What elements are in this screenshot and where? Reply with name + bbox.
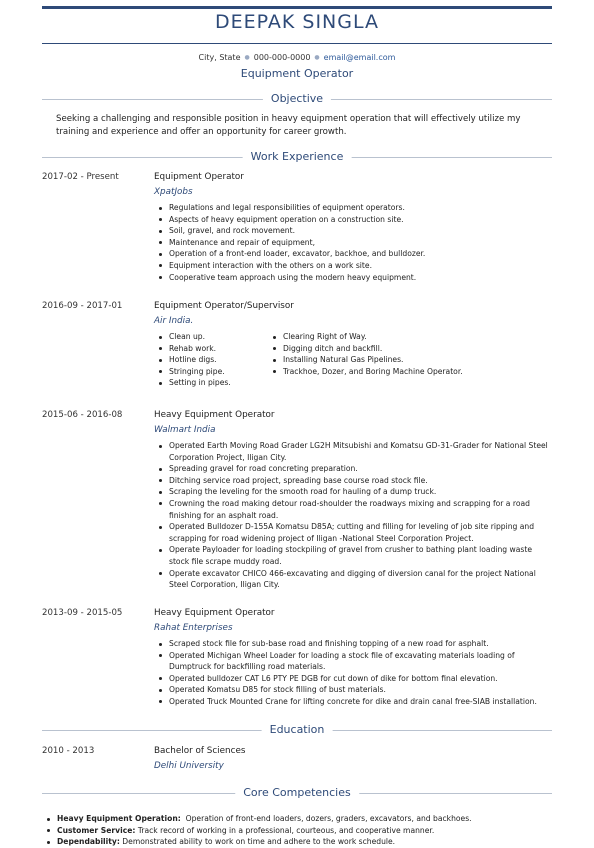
list-item: Operated Bulldozer D-155A Komatsu D85A; cutting and filling for leveling of job site ripping and scrapping for road widening project of Iligan -National Steel Corporation Project. (154, 521, 552, 544)
competency-label: Customer Service: (57, 825, 136, 835)
list-item: Maintenance and repair of equipment, (154, 237, 552, 249)
entry-title: Equipment Operator (154, 172, 244, 182)
contact-city: City, State (198, 53, 241, 62)
list-item: Rehab work. (154, 343, 268, 355)
list-item: Installing Natural Gas Pipelines. (268, 354, 463, 366)
list-item: Clearing Right of Way. (268, 331, 463, 343)
list-item: Spreading gravel for road concreting preparation. (154, 463, 552, 475)
entry-bullet-list (154, 202, 552, 283)
name-divider (42, 43, 552, 44)
entry-date: 2013-09 - 2015-05 (42, 608, 123, 618)
entry-bullet-list (154, 331, 268, 389)
competency-text: Demonstrated ability to work on time and adhere to the work schedule. (122, 837, 396, 847)
entry-bullet-list (154, 638, 552, 708)
section-header-experience (42, 150, 552, 164)
list-item: Operated Komatsu D85 for stock filling of bust materials. (154, 684, 552, 696)
top-accent-bar (42, 6, 552, 9)
entry-date: 2017-02 - Present (42, 172, 119, 182)
list-item: Regulations and legal responsibilities of equipment operators. (154, 202, 552, 214)
list-item: Soil, gravel, and rock movement. (154, 225, 552, 237)
entry-school: Delhi University (154, 761, 224, 771)
entry-date: 2010 - 2013 (42, 746, 95, 756)
entry-title: Heavy Equipment Operator (154, 410, 275, 420)
list-item: Ditching service road project, spreading base course road stock file. (154, 475, 552, 487)
entry-date: 2016-09 - 2017-01 (42, 301, 123, 311)
job-title: Equipment Operator (240, 67, 354, 80)
list-item (42, 825, 552, 837)
list-item: Cooperative team approach using the modern heavy equipment. (154, 272, 552, 284)
entry-bullet-list (268, 331, 463, 389)
entry-bullet-list (154, 440, 552, 591)
list-item: Scraped stock file for sub-base road and finishing topping of a new road for asphalt. (154, 638, 552, 650)
list-item: Equipment interaction with the others on a work site. (154, 260, 552, 272)
list-item: Operated bulldozer CAT L6 PTY PE DGB for cut down of dike for bottom final elevation. (154, 673, 552, 685)
competency-label: Dependability: (57, 837, 120, 847)
competency-label: Heavy Equipment Operation: (57, 814, 181, 823)
contact-phone: 000-000-0000 (253, 53, 311, 62)
list-item: Crowning the road making detour road-shoulder the roadways mixing and scrapping for a road finishing for an asphalt road. (154, 498, 552, 521)
section-header-education (42, 723, 552, 737)
dot-separator-icon: ● (314, 54, 320, 61)
entry-organization: XpatJobs (154, 187, 193, 197)
section-header-objective (42, 92, 552, 106)
objective-text: Seeking a challenging and responsible position in heavy equipment operation that will effectively utilize my training and experience and offer an opportunity for career growth. (56, 114, 521, 137)
list-item: Clean up. (154, 331, 268, 343)
entry-title: Equipment Operator/Supervisor (154, 301, 294, 311)
list-item: Operate excavator CHICO 466-excavating and digging of diversion canal for the project National Steel Corporation, Iligan City. (154, 568, 552, 591)
competency-list (42, 813, 552, 848)
section-title: Objective (263, 92, 331, 105)
entry-organization: Rahat Enterprises (154, 623, 233, 633)
contact-line (0, 53, 594, 62)
list-item: Scraping the leveling for the smooth road for hauling of a dump truck. (154, 486, 552, 498)
list-item: Stringing pipe. (154, 366, 268, 378)
list-item: Trackhoe, Dozer, and Boring Machine Operator. (268, 366, 463, 378)
contact-email-link[interactable]: email@email.com (323, 53, 396, 62)
section-header-competencies (42, 786, 552, 800)
list-item: Operated Earth Moving Road Grader LG2H Mitsubishi and Komatsu GD-31-Grader for National Steel Corporation Project, Iligan City. (154, 440, 552, 463)
list-item: Operate Payloader for loading stockpiling of gravel from crusher to bathing plant loading waste stock file scrape muddy road. (154, 544, 552, 567)
entry-title: Heavy Equipment Operator (154, 608, 275, 618)
list-item (42, 813, 552, 825)
competency-text: Track record of working in a professional, courteous, and cooperative manner. (137, 825, 435, 835)
entry-organization: Walmart India (154, 425, 216, 435)
dot-separator-icon: ● (244, 54, 250, 61)
list-item: Aspects of heavy equipment operation on a construction site. (154, 214, 552, 226)
entry-degree: Bachelor of Sciences (154, 746, 246, 756)
list-item: Hotline digs. (154, 354, 268, 366)
section-title: Core Competencies (235, 786, 359, 799)
candidate-name: DEEPAK SINGLA (215, 11, 379, 33)
list-item: Operated Michigan Wheel Loader for loading a stock file of excavating materials loading of Dumptruck for backfilling road materials. (154, 650, 552, 673)
entry-date: 2015-06 - 2016-08 (42, 410, 123, 420)
entry-organization: Air India. (154, 316, 194, 326)
list-item: Operation of a front-end loader, excavator, backhoe, and bulldozer. (154, 248, 552, 260)
section-title: Work Experience (243, 150, 352, 163)
list-item: Setting in pipes. (154, 377, 268, 389)
list-item: Digging ditch and backfill. (268, 343, 463, 355)
list-item: Operated Truck Mounted Crane for lifting concrete for dike and drain canal free-SIAB installation. (154, 696, 552, 708)
section-title: Education (262, 723, 333, 736)
competency-text: Operation of front-end loaders, dozers, graders, excavators, and backhoes. (185, 814, 472, 823)
